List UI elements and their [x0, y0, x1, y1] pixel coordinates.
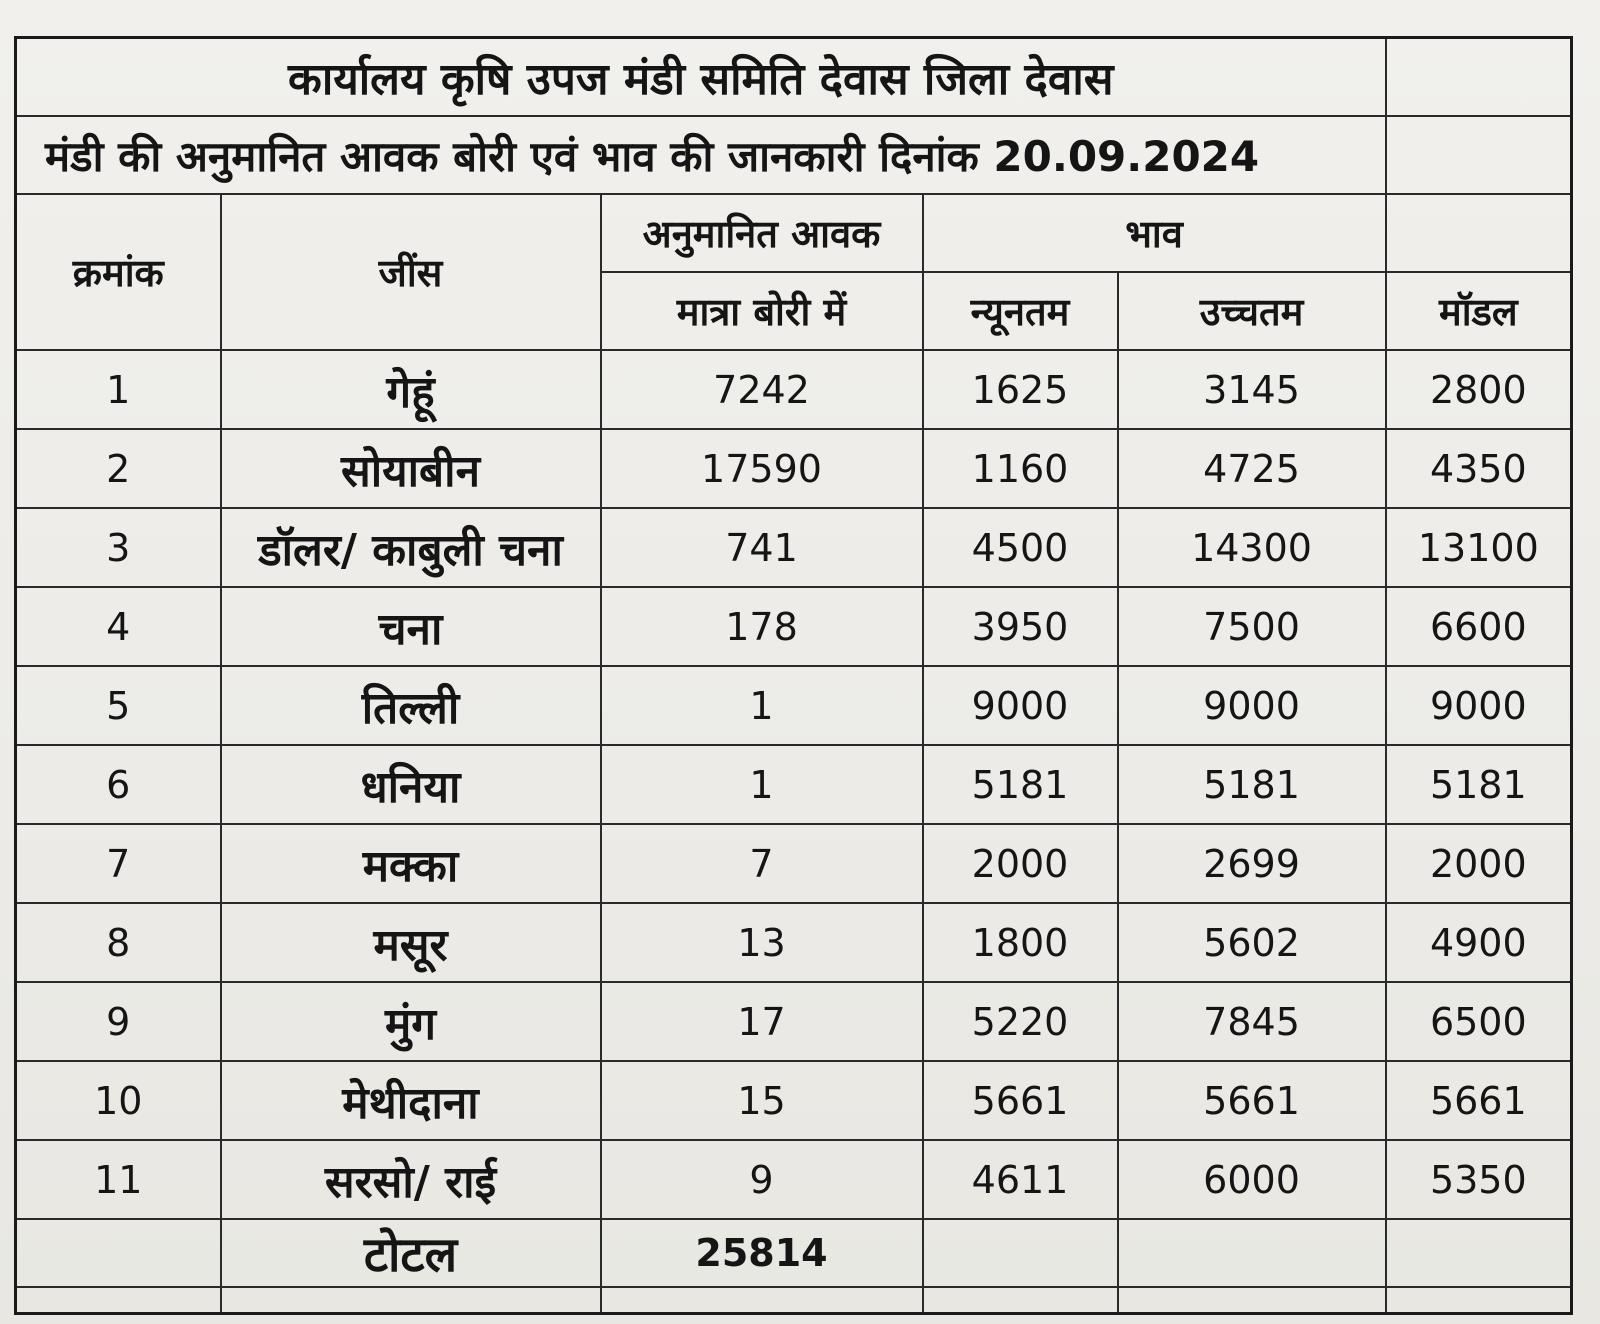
empty-cell — [1118, 1287, 1386, 1314]
arrival-cell: 17 — [601, 982, 923, 1061]
table-row — [16, 429, 1572, 508]
modal-price-cell: 5350 — [1386, 1140, 1572, 1219]
min-price-cell: 2000 — [923, 824, 1118, 903]
arrival-cell: 1 — [601, 666, 923, 745]
table-row — [16, 824, 1572, 903]
commodity-cell: सरसो/ राई — [221, 1140, 601, 1219]
arrival-cell: 178 — [601, 587, 923, 666]
serial-header: क्रमांक — [16, 194, 221, 350]
modal-price-cell: 2000 — [1386, 824, 1572, 903]
modal-price-cell: 5181 — [1386, 745, 1572, 824]
table-row — [16, 745, 1572, 824]
serial-cell: 4 — [16, 587, 221, 666]
max-price-cell: 14300 — [1118, 508, 1386, 587]
min-price-cell: 5181 — [923, 745, 1118, 824]
price-group-header: भाव — [923, 194, 1386, 272]
table-row — [16, 587, 1572, 666]
total-blank-cell — [1386, 1219, 1572, 1287]
arrival-group-header: अनुमानित आवक — [601, 194, 923, 272]
table-row — [16, 1140, 1572, 1219]
arrival-cell: 9 — [601, 1140, 923, 1219]
serial-cell: 6 — [16, 745, 221, 824]
office-title: कार्यालय कृषि उपज मंडी समिति देवास जिला देवास — [16, 38, 1386, 117]
serial-cell: 5 — [16, 666, 221, 745]
commodity-cell: मक्का — [221, 824, 601, 903]
max-price-header: उच्चतम — [1118, 272, 1386, 350]
min-price-cell: 5661 — [923, 1061, 1118, 1140]
price-group-blank-cell — [1386, 194, 1572, 272]
modal-price-header: मॉडल — [1386, 272, 1572, 350]
commodity-cell: मेथीदाना — [221, 1061, 601, 1140]
max-price-cell: 2699 — [1118, 824, 1386, 903]
max-price-cell: 4725 — [1118, 429, 1386, 508]
modal-price-cell: 4350 — [1386, 429, 1572, 508]
max-price-cell: 6000 — [1118, 1140, 1386, 1219]
min-price-cell: 4611 — [923, 1140, 1118, 1219]
serial-cell: 8 — [16, 903, 221, 982]
commodity-cell: तिल्ली — [221, 666, 601, 745]
modal-price-cell: 13100 — [1386, 508, 1572, 587]
max-price-cell: 9000 — [1118, 666, 1386, 745]
serial-cell: 1 — [16, 350, 221, 429]
min-price-cell: 1800 — [923, 903, 1118, 982]
modal-price-cell: 9000 — [1386, 666, 1572, 745]
commodity-cell: डॉलर/ काबुली चना — [221, 508, 601, 587]
total-row — [16, 1219, 1572, 1287]
commodity-cell: मुंग — [221, 982, 601, 1061]
report-subtitle: मंडी की अनुमानित आवक बोरी एवं भाव की जानकारी दिनांक 20.09.2024 — [16, 116, 1386, 194]
arrival-cell: 741 — [601, 508, 923, 587]
min-price-cell: 3950 — [923, 587, 1118, 666]
empty-row — [16, 1287, 1572, 1314]
arrival-sub-header: मात्रा बोरी में — [601, 272, 923, 350]
table-row — [16, 982, 1572, 1061]
table-row — [16, 508, 1572, 587]
subtitle-blank-cell — [1386, 116, 1572, 194]
serial-cell: 10 — [16, 1061, 221, 1140]
title-blank-cell — [1386, 38, 1572, 117]
empty-cell — [923, 1287, 1118, 1314]
serial-cell: 9 — [16, 982, 221, 1061]
mandi-arrival-price-table — [14, 36, 1573, 1315]
serial-cell: 11 — [16, 1140, 221, 1219]
max-price-cell: 5602 — [1118, 903, 1386, 982]
commodity-header: जींस — [221, 194, 601, 350]
serial-cell: 7 — [16, 824, 221, 903]
min-price-cell: 1625 — [923, 350, 1118, 429]
modal-price-cell: 6600 — [1386, 587, 1572, 666]
min-price-cell: 9000 — [923, 666, 1118, 745]
min-price-header: न्यूनतम — [923, 272, 1118, 350]
total-arrival-value: 25814 — [601, 1219, 923, 1287]
table-row — [16, 350, 1572, 429]
total-blank-cell — [1118, 1219, 1386, 1287]
total-blank-cell — [923, 1219, 1118, 1287]
max-price-cell: 5661 — [1118, 1061, 1386, 1140]
serial-cell: 3 — [16, 508, 221, 587]
arrival-cell: 17590 — [601, 429, 923, 508]
empty-cell — [601, 1287, 923, 1314]
max-price-cell: 7500 — [1118, 587, 1386, 666]
commodity-cell: मसूर — [221, 903, 601, 982]
min-price-cell: 1160 — [923, 429, 1118, 508]
max-price-cell: 5181 — [1118, 745, 1386, 824]
arrival-cell: 1 — [601, 745, 923, 824]
arrival-cell: 7242 — [601, 350, 923, 429]
empty-cell — [16, 1287, 221, 1314]
commodity-cell: सोयाबीन — [221, 429, 601, 508]
table-row — [16, 1061, 1572, 1140]
modal-price-cell: 5661 — [1386, 1061, 1572, 1140]
table-row — [16, 903, 1572, 982]
total-label: टोटल — [221, 1219, 601, 1287]
modal-price-cell: 6500 — [1386, 982, 1572, 1061]
commodity-cell: धनिया — [221, 745, 601, 824]
total-blank-cell — [16, 1219, 221, 1287]
empty-cell — [221, 1287, 601, 1314]
modal-price-cell: 2800 — [1386, 350, 1572, 429]
arrival-cell: 15 — [601, 1061, 923, 1140]
empty-cell — [1386, 1287, 1572, 1314]
serial-cell: 2 — [16, 429, 221, 508]
commodity-cell: गेहूं — [221, 350, 601, 429]
commodity-cell: चना — [221, 587, 601, 666]
max-price-cell: 7845 — [1118, 982, 1386, 1061]
modal-price-cell: 4900 — [1386, 903, 1572, 982]
arrival-cell: 7 — [601, 824, 923, 903]
arrival-cell: 13 — [601, 903, 923, 982]
table-row — [16, 666, 1572, 745]
min-price-cell: 4500 — [923, 508, 1118, 587]
max-price-cell: 3145 — [1118, 350, 1386, 429]
min-price-cell: 5220 — [923, 982, 1118, 1061]
